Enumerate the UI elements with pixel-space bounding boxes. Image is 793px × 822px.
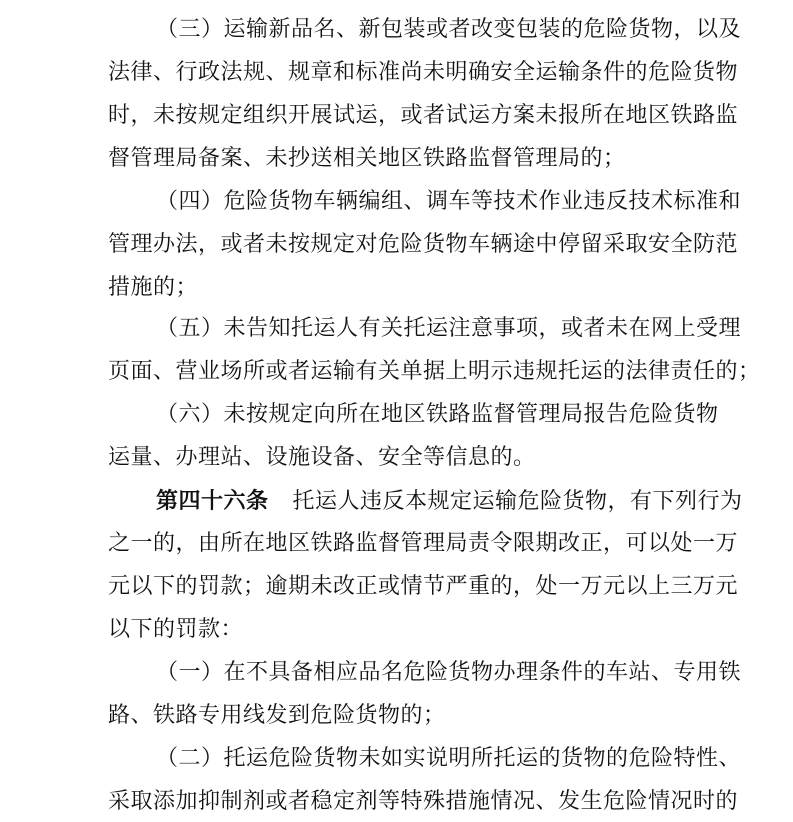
text-line: 之一的，由所在地区铁路监督管理局责令限期改正，可以处一万 bbox=[108, 531, 739, 556]
text-line: 元以下的罚款；逾期未改正或情节严重的，处一万元以上三万元 bbox=[108, 574, 739, 599]
text-line: （二）托运危险货物未如实说明所托运的货物的危险特性、 bbox=[156, 746, 742, 771]
text-line: （三）运输新品名、新包装或者改变包装的危险货物，以及 bbox=[156, 17, 742, 42]
text-line: （五）未告知托运人有关托运注意事项，或者未在网上受理 bbox=[156, 316, 742, 341]
text-line: 页面、营业场所或者运输有关单据上明示违规托运的法律责任的； bbox=[108, 359, 761, 384]
article-line bbox=[156, 481, 743, 521]
text-line: 以下的罚款： bbox=[108, 617, 244, 642]
text-line: 运量、办理站、设施设备、安全等信息的。 bbox=[108, 445, 536, 470]
text-line: （一）在不具备相应品名危险货物办理条件的车站、专用铁 bbox=[156, 660, 742, 685]
article-number: 第四十六条 bbox=[156, 488, 269, 514]
text-line: 路、铁路专用线发到危险货物的； bbox=[108, 703, 446, 728]
text-line: 采取添加抑制剂或者稳定剂等特殊措施情况、发生危险情况时的 bbox=[108, 789, 739, 814]
article-text: 托运人违反本规定运输危险货物，有下列行为 bbox=[292, 489, 743, 514]
text-line: 督管理局备案、未抄送相关地区铁路监督管理局的； bbox=[108, 146, 626, 171]
text-line: 管理办法，或者未按规定对危险货物车辆途中停留采取安全防范 bbox=[108, 232, 739, 257]
text-line: 措施的； bbox=[108, 275, 199, 300]
text-line: 时，未按规定组织开展试运，或者试运方案未报所在地区铁路监 bbox=[108, 103, 739, 128]
text-line: （四）危险货物车辆编组、调车等技术作业违反技术标准和 bbox=[156, 189, 742, 214]
text-line: 法律、行政法规、规章和标准尚未明确安全运输条件的危险货物 bbox=[108, 60, 739, 85]
text-line: （六）未按规定向所在地区铁路监督管理局报告危险货物 bbox=[156, 402, 719, 427]
